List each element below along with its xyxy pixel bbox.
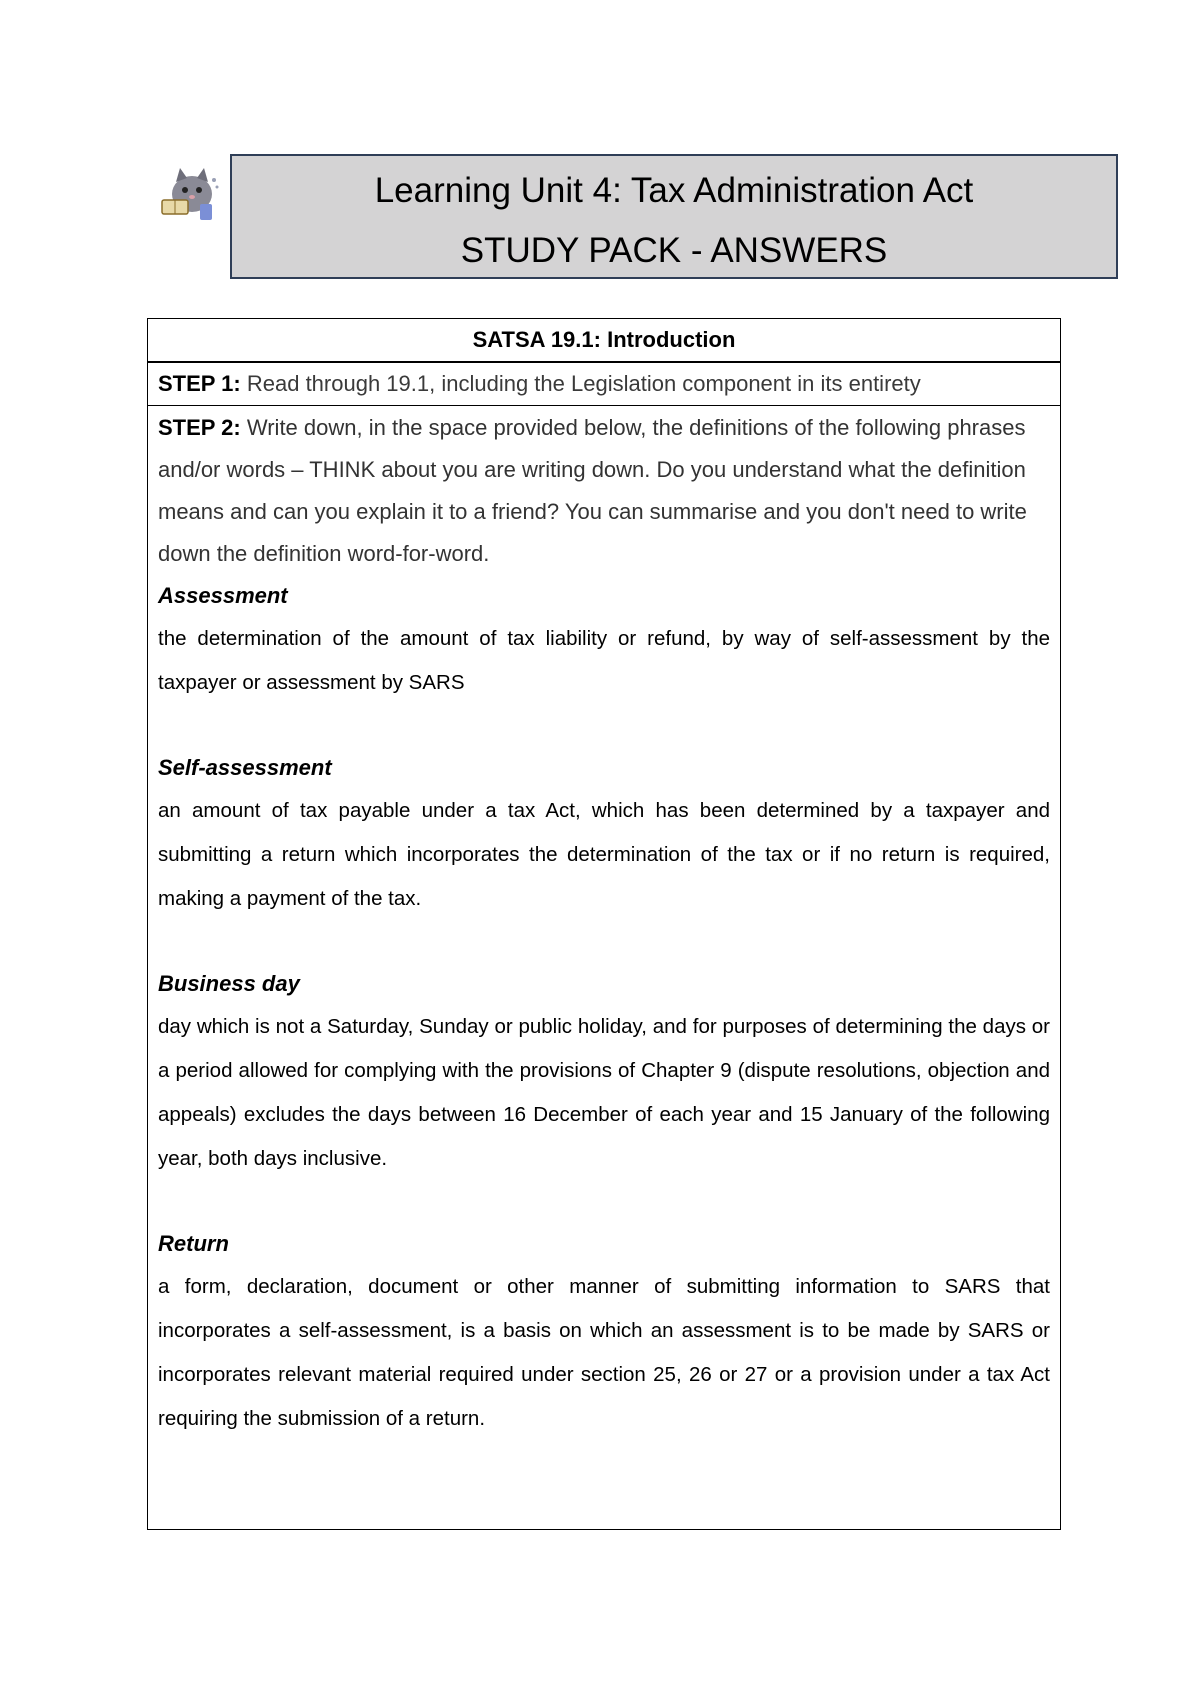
- step2-text: Write down, in the space provided below, the definitions of the following phrases and/or words – THINK about you are writing down. Do you understand what the definition means and can you explain it to a friend? You can summarise and you don't need to write down the definition word-for-word.: [158, 415, 1027, 566]
- page-title: Learning Unit 4: Tax Administration Act: [374, 171, 974, 210]
- definition-term: Self-assessment: [158, 755, 332, 780]
- cat-reading-book-icon: [156, 160, 222, 224]
- step1-label: STEP 1:: [158, 371, 241, 396]
- definition-term: Return: [158, 1231, 229, 1256]
- title-box: [230, 154, 1118, 279]
- definition-text: the determination of the amount of tax liability or refund, by way of self-assessment by the taxpayer or assessment by SARS: [158, 627, 1050, 694]
- step2-instructions: [158, 407, 1050, 575]
- step1-text: Read through 19.1, including the Legislation component in its entirety: [240, 371, 921, 396]
- page-subtitle: STUDY PACK - ANSWERS: [460, 231, 888, 270]
- definition-term: Business day: [158, 971, 300, 996]
- step1-row: [148, 363, 1060, 406]
- step2-label: STEP 2:: [158, 415, 241, 440]
- section-heading: SATSA 19.1: Introduction: [148, 319, 1060, 363]
- answers-body: [148, 407, 1060, 1441]
- definition-text: day which is not a Saturday, Sunday or public holiday, and for purposes of determining the days or a period allowed for complying with the provisions of Chapter 9 (dispute resolutions, objection and appeals) excludes the days between 16 December of each year and 15 January of the following year, both days inclusive.: [158, 1015, 1050, 1170]
- definition-term: Assessment: [158, 583, 288, 608]
- definition-text: an amount of tax payable under a tax Act, which has been determined by a taxpayer and submitting a return which incorporates the determination of the tax or if no return is required, making a payment of the tax.: [158, 799, 1050, 910]
- definition-text: a form, declaration, document or other manner of submitting information to SARS that incorporates a self-assessment, is a basis on which an assessment is to be made by SARS or incorporates relevant material required under section 25, 26 or 27 or a provision under a tax Act requiring the submission of a return.: [158, 1275, 1050, 1430]
- content-table: [147, 318, 1061, 1530]
